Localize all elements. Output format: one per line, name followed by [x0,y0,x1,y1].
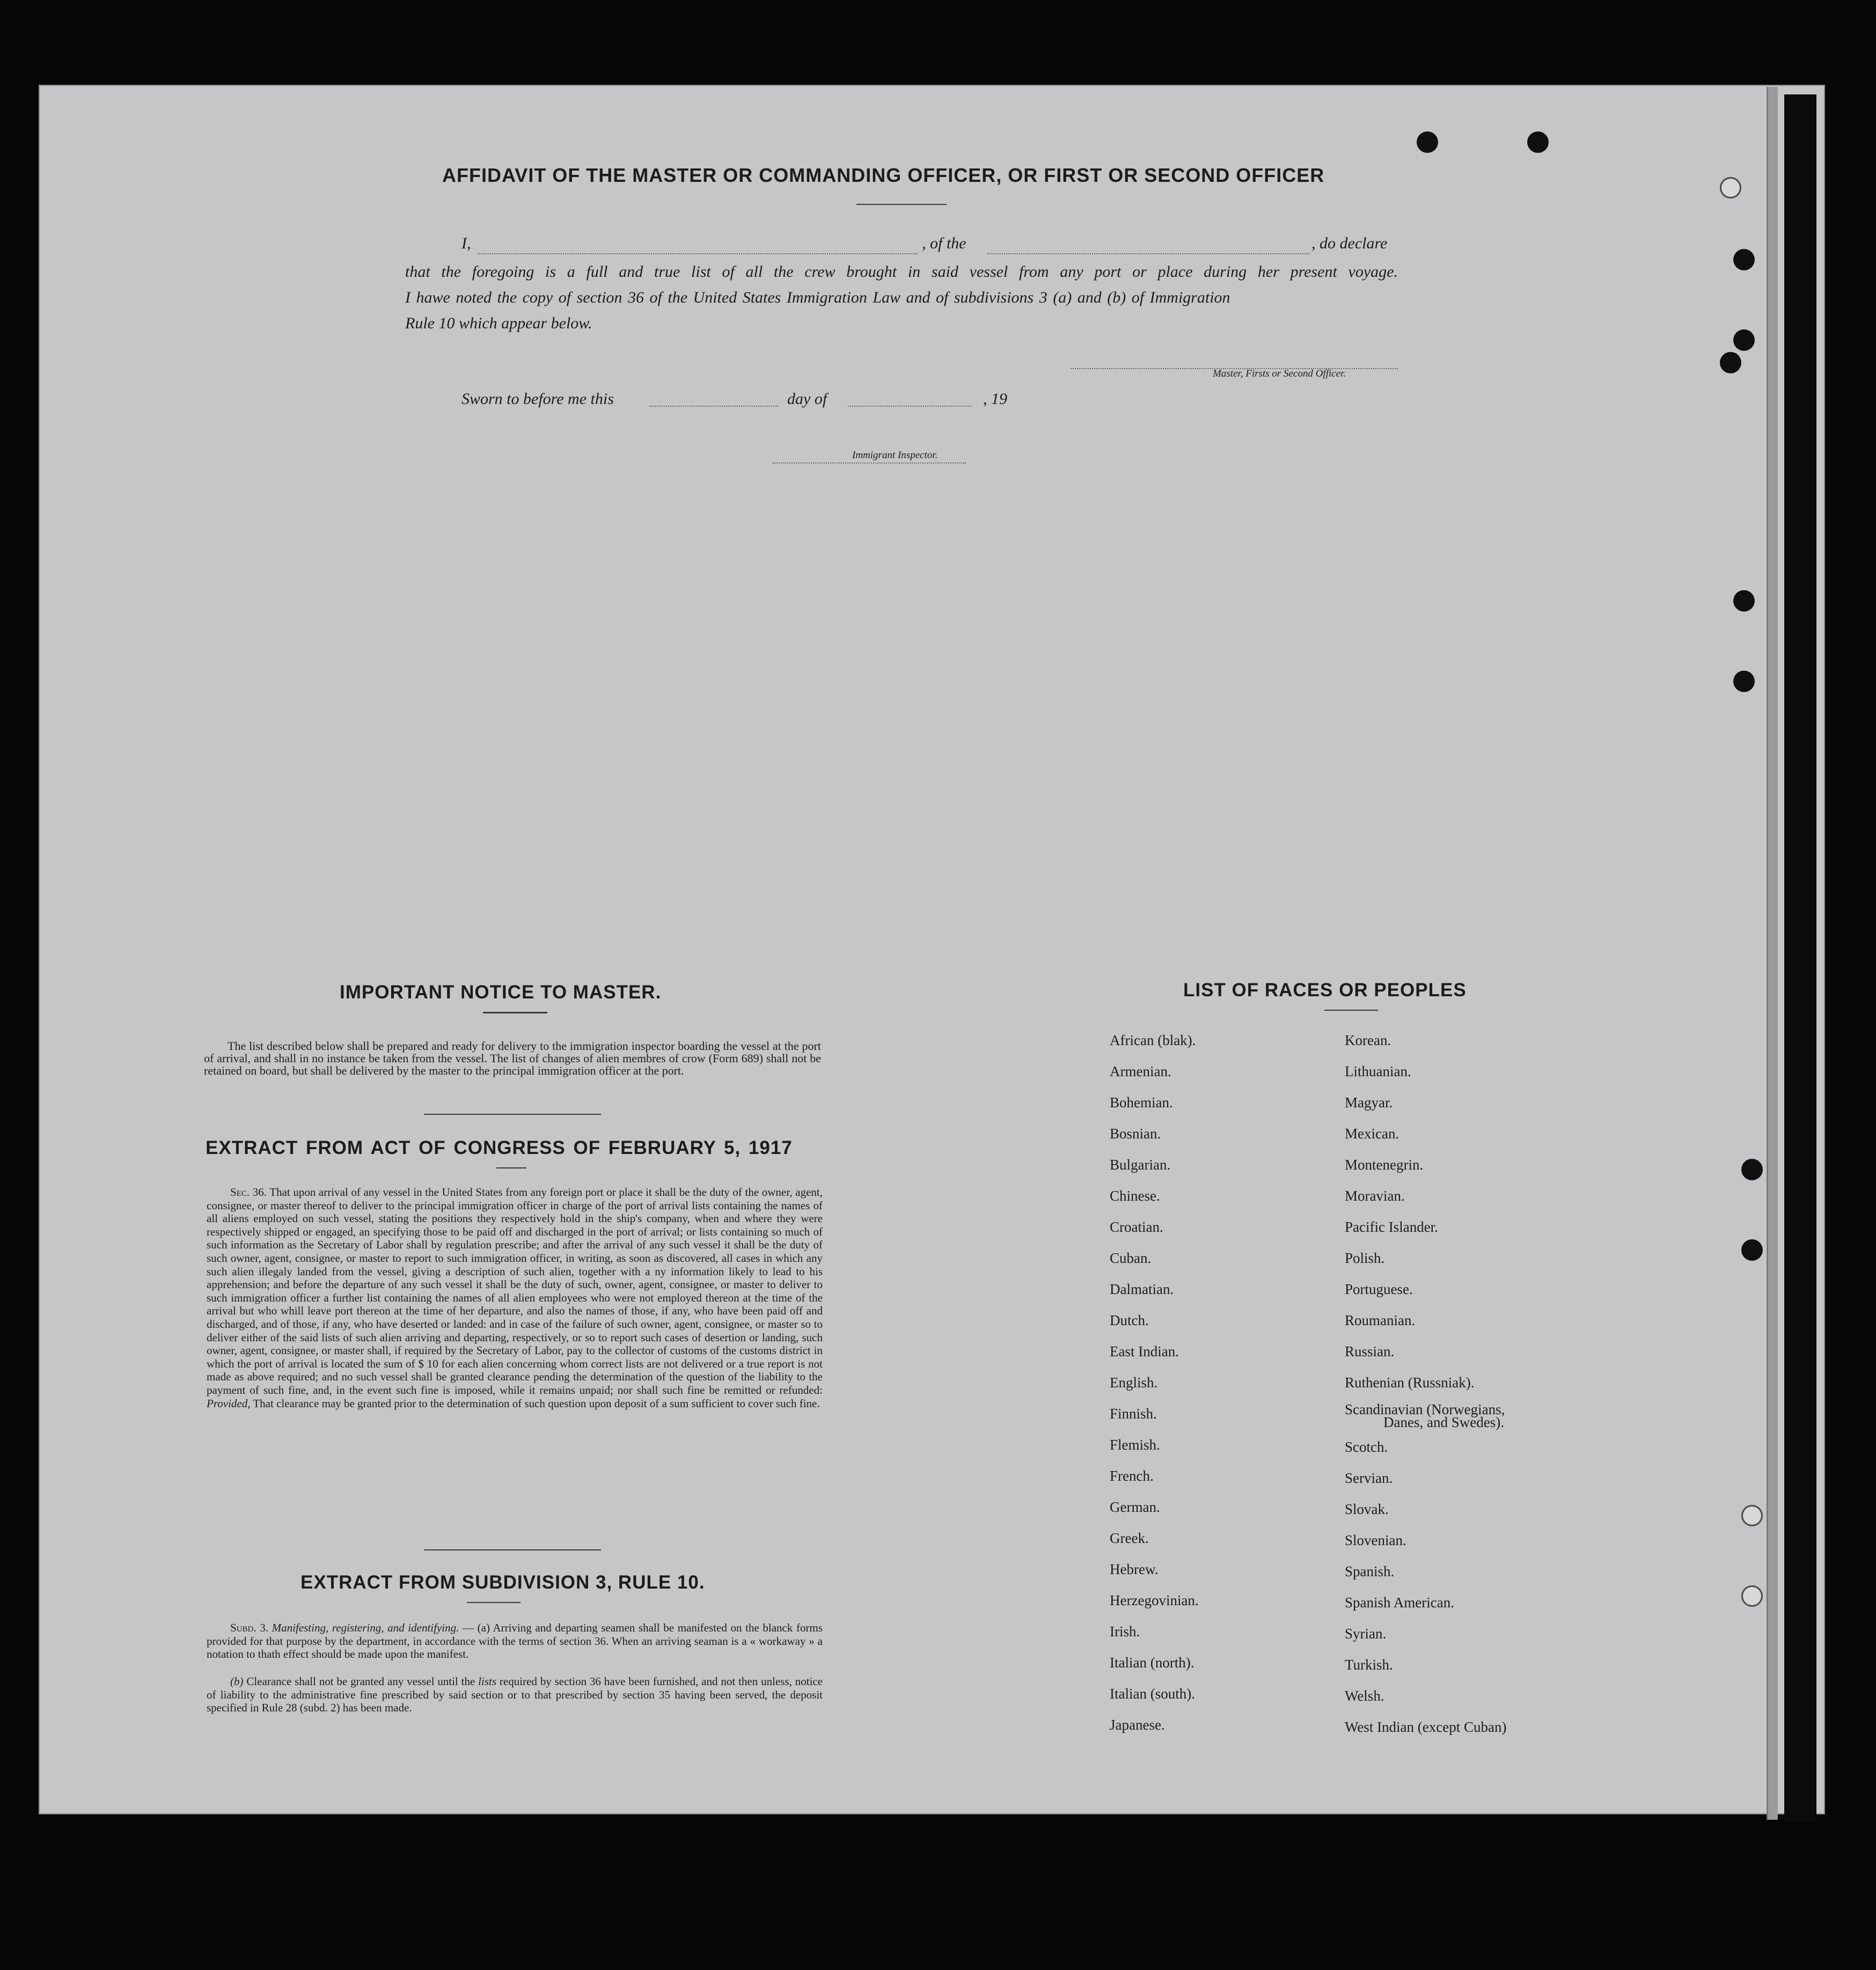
race-item: West Indian (except Cuban) [1345,1719,1507,1735]
day-of: day of [787,390,827,408]
binder-hole [1720,177,1741,199]
race-item: Japanese. [1110,1717,1165,1733]
race-item: Italian (south). [1110,1686,1195,1702]
race-item: Bohemian. [1110,1094,1173,1111]
race-item: Korean. [1345,1032,1391,1048]
affidavit-line2: that the foregoing is a full and true list of all the crew brought in said vessel from any port or place during her present voyage. [405,263,1398,281]
para-b-start: Clearance shall not be granted any vessel until the [246,1675,475,1688]
section-divider [424,1114,601,1115]
race-item: Dutch. [1110,1312,1149,1328]
race-item: Herzegovinian. [1110,1592,1199,1608]
affidavit-do-declare: , do declare [1311,234,1388,252]
race-item: Welsh. [1345,1688,1384,1704]
page-shadow [1784,94,1816,1822]
race-item: Chinese. [1110,1188,1160,1204]
race-item-continuation: Danes, and Swedes). [1383,1414,1504,1430]
race-item: Servian. [1345,1470,1393,1486]
race-item: English. [1110,1374,1158,1391]
race-item: Lithuanian. [1345,1063,1411,1079]
race-item: Bulgarian. [1110,1157,1171,1173]
master-signature-label: Master, Firsts or Second Officer. [1213,368,1346,379]
affidavit-of-the: , of the [922,234,966,252]
race-item: Slovenian. [1345,1532,1406,1548]
inspector-signature-field[interactable] [773,462,966,464]
section-divider-2 [424,1549,601,1550]
document-page [39,85,1825,1814]
race-item: Mexican. [1345,1126,1399,1142]
binder-hole [1741,1239,1763,1261]
race-item: Bosnian. [1110,1126,1161,1142]
extract-act-body: That upon arrival of any vessel in the United States from any foreign port or place it shall be the duty of the owner, agent, consignee, or master thereof to deliver to the principal immigration officer in charge of the port of arrival lists containing the names of all aliens employed on such vessel, stating the positions they respectively hold in the ship's company, when and where they were respectively shipped or engaged, an specifying those to be paid off and discharged in the port of arrival; or lists containing so much of such information as the Secretary of Labor shall by regulation prescribe; and after the arrival of any such vessel it shall be the duty of such owner, agent, consignee, or master to report to such immigration officer, in writing, as soon as discovered, all cases in which any such alien illegaly landed from the vessel, giving a description of such alien, together with a ny information likely to lead to his apprehension; and before the departure of any such vessel it shall be the duty of such, owner, agent, consignee, or master to deliver to such immigration officer a further list containing the names of all alien employees who were not employed thereon at the time of the arrival but who whill leave port thereon at the time of her departure, and also the names of those, if any, who have been paid off and discharged, and of those, if any, who have deserted or landed: and in case of the failure of such owner, agent, consignee, or master so to deliver either of the said lists of such alien arriving and departing, respectively, or so to report such cases of desertion or landing, such owner, agent, consignee, or master shall, if required by the Secretary of Labor, pay to the collector of customs of the customs district in which the port of arrival is located the sum of $ 10 for each alien concerning whom correct lists are not delivered or a true report is not made as above required; and no such vessel shall be granted clearance pending the determination of the question of the liability to the payment of such fine, and, in the event such fine is imposed, while it remains unpaid; nor shall such fine be remitted or refunded: [207,1186,823,1396]
binder-hole [1527,131,1549,153]
races-title: LIST OF RACES OR PEOPLES [1183,980,1467,1001]
race-item: East Indian. [1110,1343,1179,1359]
page-edge [1767,87,1778,1820]
subd-label: Subd. 3. [230,1621,268,1634]
race-item: Slovak. [1345,1501,1389,1517]
subd-para-a: — (a) Arriving and departing seamen shall be manifested on the blanck forms provided for that purpose by the department, in accordance with the terms of section 36. When an arriving seaman is a « workaway » a notation to thath effect should be made upon the manifest. [207,1621,823,1661]
notice-rule [483,1012,547,1013]
subd-heading: Manifesting, registering, and identifying. [272,1621,459,1634]
extract-act-end: That clearance may be granted prior to the determination of such question upon deposit of a sum sufficient to cover such fine. [253,1396,820,1410]
race-item: Dalmatian. [1110,1281,1174,1297]
binder-hole [1741,1585,1763,1607]
sworn-month-field[interactable] [848,406,971,407]
binder-hole [1733,329,1755,351]
sworn-text: Sworn to before me this [461,390,614,408]
master-name-field[interactable] [478,253,918,254]
race-item: Pacific Islander. [1345,1219,1438,1235]
extract-rule-para-a [207,1621,823,1661]
race-item: Magyar. [1345,1094,1393,1111]
para-b-end: required by section 36 have been furnished, and not then unless, notice of liability to the administrative fine prescribed by said section or to that prescribed by section 35 having been served, the deposit specified in Rule 28 (subd. 2) has been made. [207,1675,823,1715]
inspector-label: Immigrant Inspector. [852,450,938,461]
race-item: Moravian. [1345,1188,1405,1204]
race-item: Ruthenian (Russniak). [1345,1374,1475,1391]
race-item: Spanish American. [1345,1594,1454,1611]
race-item: Croatian. [1110,1219,1163,1235]
extract-rule-rule [467,1602,521,1603]
affidavit-title: AFFIDAVIT OF THE MASTER OR COMMANDING OFFICER, OR FIRST OR SECOND OFFICER [442,164,1325,186]
extract-rule-title: EXTRACT FROM SUBDIVISION 3, RULE 10. [301,1572,705,1593]
binder-hole [1733,590,1755,612]
para-b-label: (b) [230,1675,244,1688]
sec-label: Sec. 36. [230,1186,267,1199]
notice-title: IMPORTANT NOTICE TO MASTER. [340,982,662,1003]
race-item: Scotch. [1345,1439,1388,1455]
race-item: Finnish. [1110,1406,1157,1422]
race-item: Polish. [1345,1250,1385,1266]
sworn-day-field[interactable] [649,406,778,407]
race-item: Hebrew. [1110,1561,1159,1577]
race-item: Syrian. [1345,1626,1387,1642]
race-item: Irish. [1110,1623,1140,1640]
race-item: Greek. [1110,1530,1149,1546]
extract-act-title: EXTRACT FROM ACT OF CONGRESS OF FEBRUARY 5, 1917 [206,1137,793,1158]
affidavit-line4: Rule 10 which appear below. [405,314,592,332]
title-rule [856,204,947,205]
binder-hole [1741,1505,1763,1526]
race-item: German. [1110,1499,1160,1515]
para-b-lists: lists [478,1675,497,1688]
affidavit-i: I, [461,234,471,252]
notice-text: The list described below shall be prepared and ready for delivery to the immigration inspector boarding the vessel at the port of arrival, and shall in no instance be taken from the vessel. The list of changes of alien membres of crow (Form 689) shall not be retained on board, but shall be delivered by the master to the principal immigration officer at the port. [204,1039,821,1077]
extract-act-text [207,1186,823,1410]
race-item: Russian. [1345,1343,1395,1359]
affidavit-line3: I hawe noted the copy of section 36 of the United States Immigration Law and of subdivisions 3 (a) and (b) of Immigration [405,289,1230,306]
binder-hole [1733,249,1755,270]
provided-word: Provided, [207,1396,251,1410]
race-item: Turkish. [1345,1657,1393,1673]
race-item: Flemish. [1110,1437,1160,1453]
vessel-name-field[interactable] [987,253,1309,254]
race-item: Montenegrin. [1345,1157,1424,1173]
race-item: Armenian. [1110,1063,1171,1079]
race-item: African (blak). [1110,1032,1196,1048]
extract-act-rule [496,1167,526,1168]
binder-hole [1733,671,1755,692]
races-rule [1324,1010,1378,1011]
race-item: Portuguese. [1345,1281,1413,1297]
race-item: Italian (north). [1110,1655,1195,1671]
binder-hole [1417,131,1438,153]
race-item: Scandinavian (Norwegians, [1345,1401,1505,1417]
binder-hole [1720,352,1741,373]
binder-hole [1741,1159,1763,1180]
race-item: Cuban. [1110,1250,1152,1266]
race-item: French. [1110,1468,1154,1484]
extract-rule-para-b [207,1675,823,1715]
race-item: Spanish. [1345,1563,1395,1579]
race-item: Roumanian. [1345,1312,1416,1328]
sworn-year: , 19 [983,390,1007,408]
